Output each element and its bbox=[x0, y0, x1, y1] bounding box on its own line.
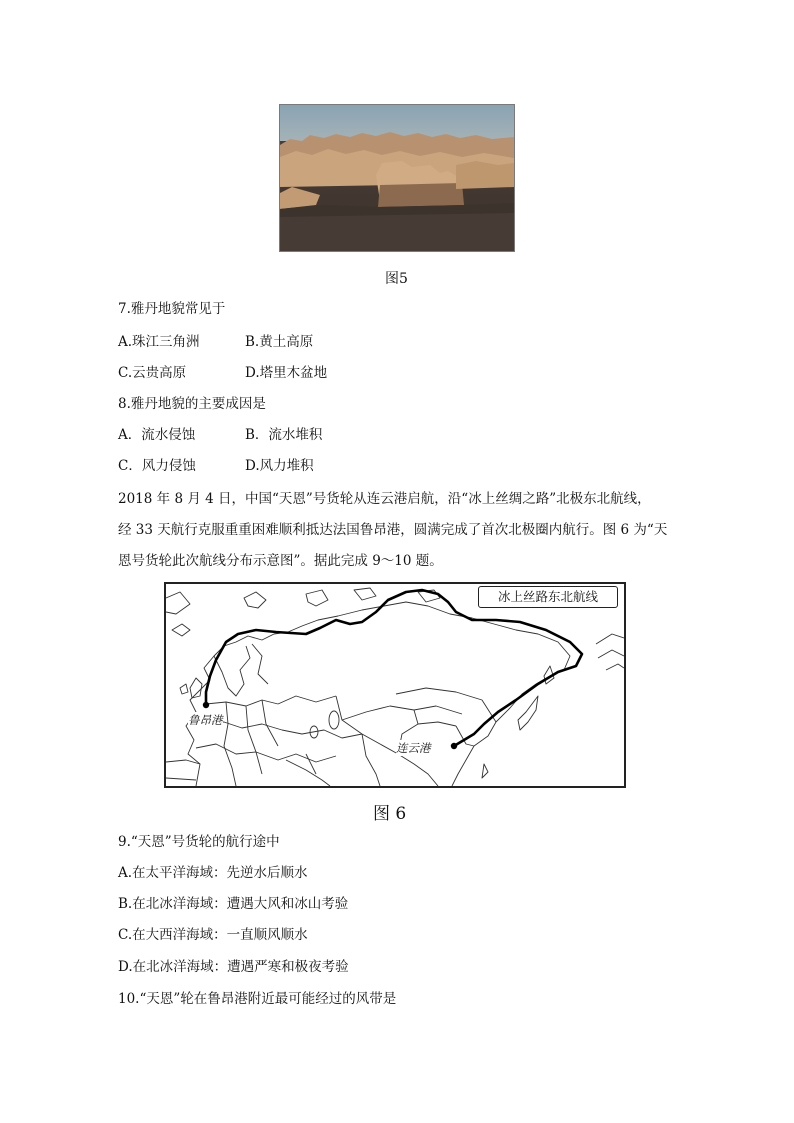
rouen-port-marker bbox=[203, 702, 209, 708]
q9-option-a: A.在太平洋海域：先逆水后顺水 bbox=[118, 865, 308, 881]
port-east-label: 连云港 bbox=[396, 741, 431, 755]
q8-option-a: A．流水侵蚀 bbox=[118, 427, 196, 443]
lianyungang-port-marker bbox=[451, 743, 457, 749]
eurasia-coastline bbox=[186, 602, 570, 786]
q7-option-d: D.塔里木盆地 bbox=[245, 365, 328, 381]
yardang-photo bbox=[279, 104, 515, 252]
q9-option-d: D.在北冰洋海域：遭遇严寒和极夜考验 bbox=[118, 959, 349, 975]
q8-option-d: D.风力堆积 bbox=[245, 458, 314, 474]
route-label: 冰上丝路东北航线 bbox=[478, 586, 618, 608]
svalbard-outline bbox=[244, 592, 266, 608]
passage-line-3: 恩号货轮此次航线分布示意图”。据此完成 9～10 题。 bbox=[118, 553, 443, 569]
q7-stem: 7.雅丹地貌常见于 bbox=[118, 301, 226, 317]
japan-outline bbox=[518, 696, 538, 730]
q9-stem: 9.“天恩”号货轮的航行途中 bbox=[118, 834, 280, 850]
passage-line-2: 经 33 天航行克服重重困难顺利抵达法国鲁昂港，圆满完成了首次北极圈内航行。图 6 为“天 bbox=[118, 522, 668, 538]
figure5-caption: 图5 bbox=[385, 271, 408, 287]
q8-option-c: C．风力侵蚀 bbox=[118, 458, 196, 474]
q9-option-c: C.在大西洋海域：一直顺风顺水 bbox=[118, 927, 308, 943]
q10-stem: 10.“天恩”轮在鲁昂港附近最可能经过的风带是 bbox=[118, 991, 397, 1007]
port-west-label: 鲁昂港 bbox=[188, 713, 223, 727]
q7-option-c: C.云贵高原 bbox=[118, 365, 187, 381]
q7-option-a: A.珠江三角洲 bbox=[118, 334, 200, 350]
q8-stem: 8.雅丹地貌的主要成因是 bbox=[118, 396, 266, 412]
q8-option-b: B．流水堆积 bbox=[245, 427, 323, 443]
figure6-caption: 图 6 bbox=[373, 804, 407, 824]
route-map bbox=[164, 582, 626, 788]
northeast-passage-route bbox=[206, 590, 582, 746]
q9-option-b: B.在北冰洋海域：遭遇大风和冰山考验 bbox=[118, 896, 349, 912]
q7-option-b: B.黄土高原 bbox=[245, 334, 314, 350]
passage-line-1: 2018 年 8 月 4 日，中国“天恩”号货轮从连云港启航，沿“冰上丝绸之路”北极东北航线， bbox=[118, 491, 651, 507]
iceland-outline bbox=[172, 624, 190, 636]
britain-outline bbox=[190, 678, 202, 698]
